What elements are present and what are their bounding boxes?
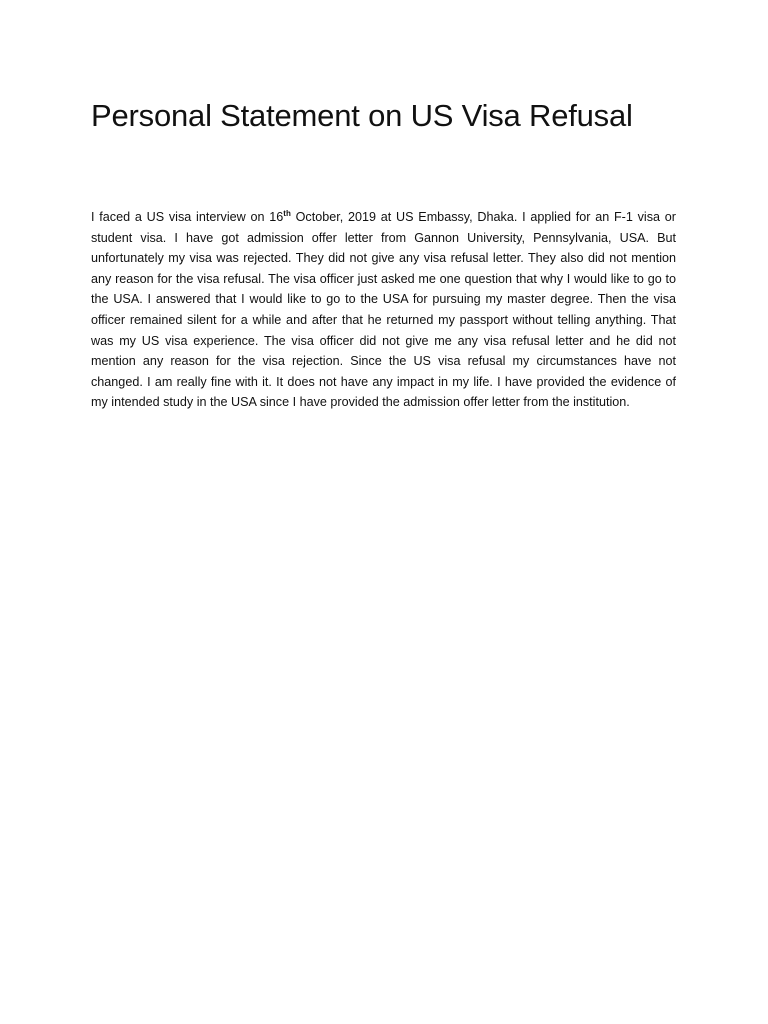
paragraph-text-rest: October, 2019 at US Embassy, Dhaka. I applied for an F-1 visa or student visa. I have got admission offer letter from Gannon University, Pennsylvania, USA. But unfortunately my visa was rejected. They did not give any visa refusal letter. They also did not mention any reason for the visa refusal. The visa officer just asked me one question that why I would like to go to the USA. I answered that I would like to go to the USA for pursuing my master degree. Then the visa officer remained silent for a while and after that he returned my passport without telling anything. That was my US visa experience. The visa officer did not give me any visa refusal letter and he did not mention any reason for the visa rejection. Since the US visa refusal my circumstances have not changed. I am really fine with it. It does not have any impact in my life. I have provided the evidence of my intended study in the USA since I have provided the admission offer letter from the institution. — [91, 210, 676, 410]
statement-paragraph — [91, 207, 676, 413]
document-title: Personal Statement on US Visa Refusal — [91, 98, 633, 133]
paragraph-text-start: I faced a US visa interview on 16 — [91, 210, 284, 224]
date-ordinal-suffix: th — [283, 209, 291, 218]
